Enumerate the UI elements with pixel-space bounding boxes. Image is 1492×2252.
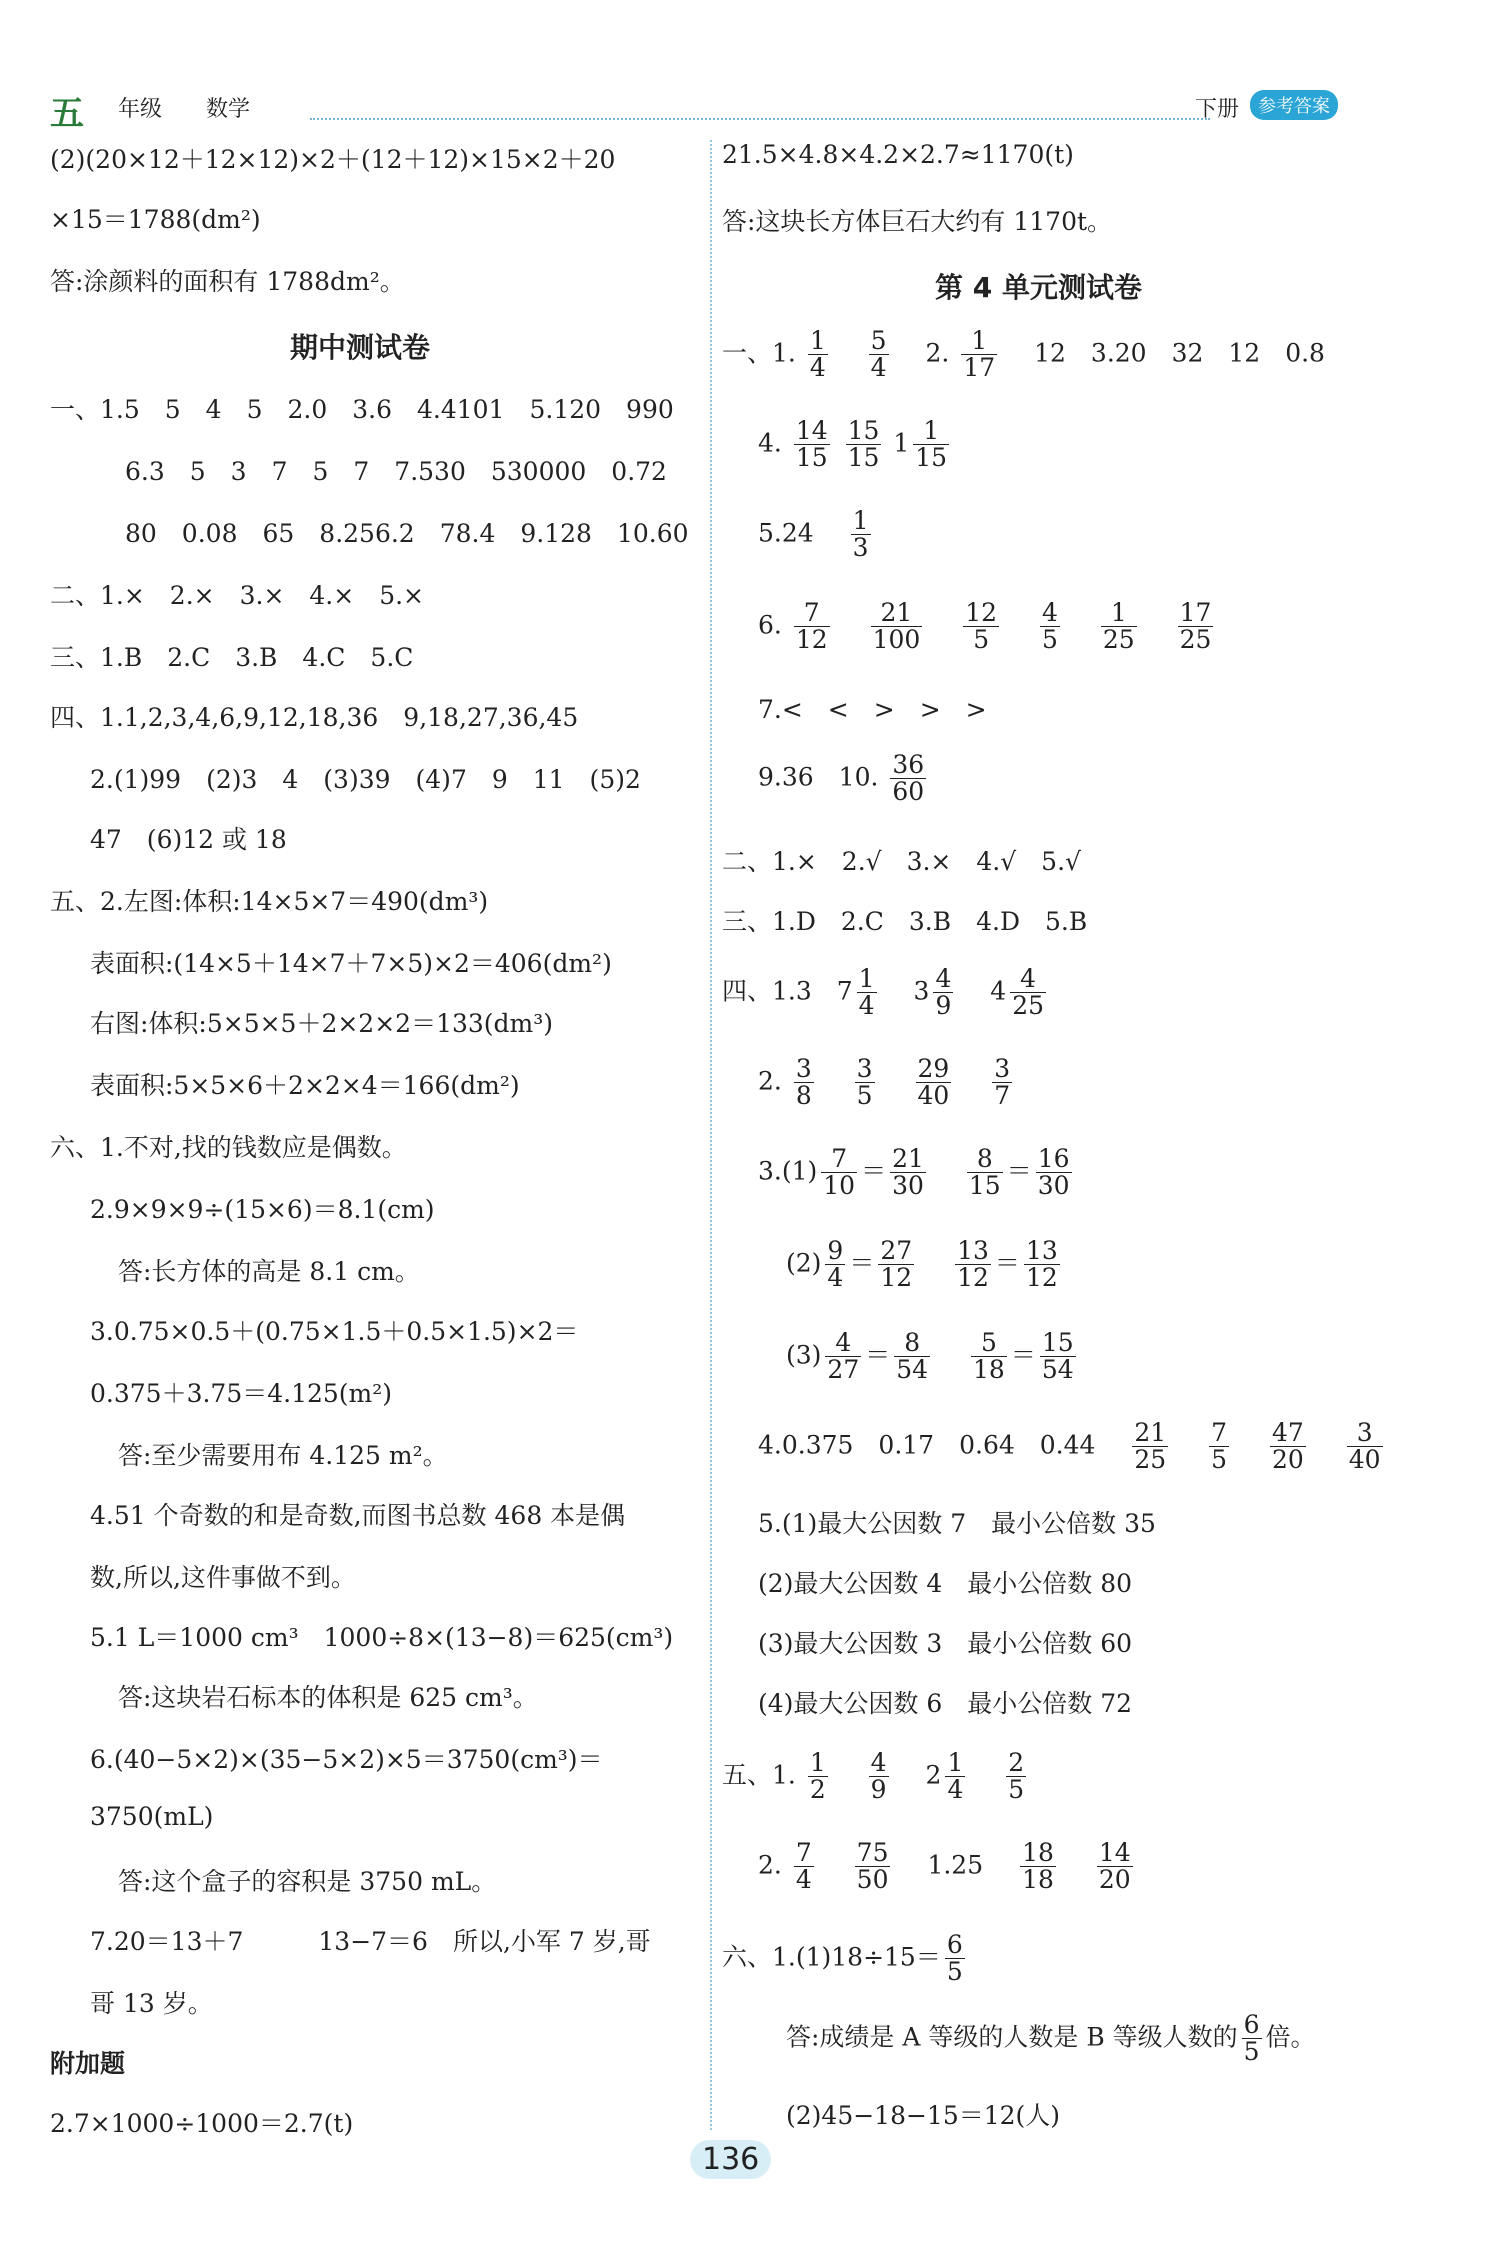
- fraction: $\frac{36}{60}$: [892, 750, 925, 807]
- text-line: 5.(1)最大公因数 7 最小公倍数 35: [758, 1509, 1156, 1538]
- fraction: $\frac{5}{18}$: [973, 1328, 1005, 1385]
- grade-subject: 年级 数学: [118, 97, 251, 122]
- text-line: 右图:体积:5×5×5＋2×2×2＝133(dm³): [90, 1009, 554, 1038]
- text-line: 21.5×4.8×4.2×2.7≈1170(t): [722, 140, 1074, 169]
- section-title: 期中测试卷: [290, 331, 431, 364]
- text-line: 表面积:5×5×6＋2×2×4＝166(dm²): [90, 1071, 520, 1100]
- fraction: $\frac{21}{25}$: [1134, 1418, 1167, 1475]
- volume-label: 下册: [1195, 97, 1240, 122]
- header-rule: [310, 118, 1210, 120]
- text-line: 三、1.D 2.C 3.B 4.D 5.B: [722, 907, 1088, 936]
- answer-row: (2) $\frac{9}{4}$ ＝ $\frac{27}{12}$ $\frac{13}{12}$ ＝ $\frac{13}{12}$: [786, 1236, 1058, 1293]
- page-number: 136: [690, 2140, 771, 2179]
- fraction: $\frac{12}{5}$: [965, 598, 998, 655]
- text-line: 7.20＝13＋7 13−7＝6 所以,小军 7 岁,哥: [90, 1927, 651, 1956]
- text-line: 7.< < > > >: [758, 695, 987, 724]
- fraction: $\frac{4}{9}$: [935, 964, 952, 1021]
- section-title: 第 4 单元测试卷: [935, 271, 1142, 304]
- text-line: 答:这块岩石标本的体积是 625 cm³。: [118, 1683, 538, 1712]
- fraction: $\frac{47}{20}$: [1272, 1418, 1304, 1475]
- fraction: $\frac{6}{5}$: [1243, 2010, 1260, 2067]
- fraction: $\frac{1}{4}$: [809, 326, 826, 383]
- page-header: [50, 86, 1350, 134]
- text-line: 答:这个盒子的容积是 3750 mL。: [118, 1867, 497, 1896]
- text-line: (2)45−18−15＝12(人): [786, 2101, 1061, 2130]
- fraction: $\frac{7}{12}$: [795, 598, 828, 655]
- answer-row: 2. $\frac{7}{4}$ $\frac{75}{50}$ 1.25 $\frac{18}{18}$ $\frac{14}{20}$: [758, 1838, 1131, 1895]
- fraction: $\frac{14}{20}$: [1098, 1838, 1131, 1895]
- fraction: $\frac{15}{15}$: [847, 416, 880, 473]
- answer-row: 6. $\frac{7}{12}$ $\frac{21}{100}$ $\frac{12}{5}$ $\frac{4}{5}$ $\frac{1}{25}$ $\frac{17}{25}$: [758, 598, 1212, 655]
- text-line: 2.7×1000÷1000＝2.7(t): [50, 2109, 354, 2138]
- text-line: 答:长方体的高是 8.1 cm。: [118, 1257, 420, 1286]
- fraction: $\frac{8}{15}$: [968, 1144, 1001, 1201]
- text-line: (2)(20×12＋12×12)×2＋(12＋12)×15×2＋20: [50, 145, 616, 174]
- answer-row: 六、1.(1)18÷15＝ $\frac{6}{5}$: [722, 1930, 963, 1987]
- answer-row: 2. $\frac{3}{8}$ $\frac{3}{5}$ $\frac{29}{40}$ $\frac{3}{7}$: [758, 1054, 1011, 1111]
- text-line: 数,所以,这件事做不到。: [90, 1563, 356, 1592]
- fraction: $\frac{4}{27}$: [827, 1328, 860, 1385]
- column-divider: [710, 140, 712, 2130]
- fraction: $\frac{3}{7}$: [994, 1054, 1011, 1111]
- fraction: $\frac{4}{25}$: [1012, 964, 1045, 1021]
- fraction: $\frac{4}{9}$: [870, 1748, 887, 1805]
- fraction: $\frac{1}{2}$: [809, 1748, 826, 1805]
- fraction: $\frac{27}{12}$: [880, 1236, 913, 1293]
- fraction: $\frac{13}{12}$: [957, 1236, 989, 1293]
- fraction: $\frac{7}{4}$: [795, 1838, 812, 1895]
- fraction: $\frac{3}{40}$: [1348, 1418, 1381, 1475]
- text-line: 2.9×9×9÷(15×6)＝8.1(cm): [90, 1195, 435, 1224]
- text-line: 六、1.不对,找的钱数应是偶数。: [50, 1133, 407, 1162]
- fraction: $\frac{6}{5}$: [946, 1930, 963, 1987]
- fraction: $\frac{9}{4}$: [827, 1236, 844, 1293]
- fraction: $\frac{13}{12}$: [1025, 1236, 1058, 1293]
- fraction: $\frac{7}{5}$: [1211, 1418, 1228, 1475]
- extra-title: 附加题: [50, 2049, 126, 2078]
- text-line: 3750(mL): [90, 1802, 214, 1831]
- text-line: (3)最大公因数 3 最小公倍数 60: [758, 1629, 1133, 1658]
- fraction: $\frac{3}{5}$: [856, 1054, 873, 1111]
- fraction: $\frac{1}{3}$: [852, 506, 869, 563]
- text-line: 一、1.5 5 4 5 2.0 3.6 4.4101 5.120 990: [50, 395, 674, 424]
- fraction: $\frac{7}{10}$: [823, 1144, 856, 1201]
- answer-row: 4. $\frac{14}{15}$ $\frac{15}{15}$ 1 $\frac{1}{15}$: [758, 416, 948, 473]
- text-line: ×15＝1788(dm²): [50, 205, 261, 234]
- fraction: $\frac{14}{15}$: [795, 416, 828, 473]
- text-line: 47 (6)12 或 18: [90, 825, 287, 854]
- text-line: 三、1.B 2.C 3.B 4.C 5.C: [50, 643, 414, 672]
- text-line: 2.(1)99 (2)3 4 (3)39 (4)7 9 11 (5)2: [90, 765, 641, 794]
- text-line: 答:这块长方体巨石大约有 1170t。: [722, 207, 1113, 236]
- fraction: $\frac{1}{4}$: [858, 964, 875, 1021]
- text-line: 0.375＋3.75＝4.125(m²): [90, 1379, 393, 1408]
- fraction: $\frac{4}{5}$: [1042, 598, 1058, 655]
- fraction: $\frac{21}{100}$: [872, 598, 921, 655]
- grade-badge: 五: [50, 94, 84, 134]
- text-line: 80 0.08 65 8.256.2 78.4 9.128 10.60: [125, 519, 689, 548]
- fraction: $\frac{18}{18}$: [1022, 1838, 1054, 1895]
- fraction: $\frac{75}{50}$: [856, 1838, 889, 1895]
- answer-row: 3.(1) $\frac{7}{10}$ ＝ $\frac{21}{30}$ $\frac{8}{15}$ ＝ $\frac{16}{30}$: [758, 1144, 1070, 1201]
- answers-badge: 参考答案: [1250, 90, 1338, 120]
- text-line: 4.51 个奇数的和是奇数,而图书总数 468 本是偶: [90, 1501, 626, 1530]
- answer-row: 5.24 $\frac{1}{3}$: [758, 506, 869, 563]
- fraction: $\frac{1}{25}$: [1102, 598, 1135, 655]
- fraction: $\frac{21}{30}$: [892, 1144, 924, 1201]
- fraction: $\frac{1}{17}$: [963, 326, 996, 383]
- text-line: 答:涂颜料的面积有 1788dm²。: [50, 267, 405, 296]
- fraction: $\frac{16}{30}$: [1037, 1144, 1070, 1201]
- text-line: 四、1.1,2,3,4,6,9,12,18,36 9,18,27,36,45: [50, 703, 579, 732]
- text-line: 表面积:(14×5＋14×7＋7×5)×2＝406(dm²): [90, 949, 612, 978]
- answer-row: (3) $\frac{4}{27}$ ＝ $\frac{8}{54}$ $\frac{5}{18}$ ＝ $\frac{15}{54}$: [786, 1328, 1074, 1385]
- fraction: $\frac{15}{54}$: [1041, 1328, 1074, 1385]
- text-line: 五、2.左图:体积:14×5×7＝490(dm³): [50, 887, 489, 916]
- answer-row: 9.36 10. $\frac{36}{60}$: [758, 750, 925, 807]
- text-line: 3.0.75×0.5＋(0.75×1.5＋0.5×1.5)×2＝: [90, 1317, 579, 1346]
- answer-row: 五、1. $\frac{1}{2}$ $\frac{4}{9}$ 2 $\frac{1}{4}$ $\frac{2}{5}$: [722, 1748, 1025, 1805]
- answer-row: 答:成绩是 A 等级的人数是 B 等级人数的 $\frac{6}{5}$ 倍。: [786, 2010, 1316, 2067]
- text-line: (2)最大公因数 4 最小公倍数 80: [758, 1569, 1133, 1598]
- text-line: 哥 13 岁。: [90, 1989, 213, 2018]
- text-line: 二、1.× 2.√ 3.× 4.√ 5.√: [722, 847, 1081, 876]
- text-line: 6.3 5 3 7 5 7 7.530 530000 0.72: [125, 457, 667, 486]
- fraction: $\frac{3}{8}$: [795, 1054, 812, 1111]
- answer-row: 四、1.3 7 $\frac{1}{4}$ 3 $\frac{4}{9}$ 4 $\frac{4}{25}$: [722, 964, 1045, 1021]
- text-line: 答:至少需要用布 4.125 m²。: [118, 1441, 448, 1470]
- text-line: 5.1 L＝1000 cm³ 1000÷8×(13−8)＝625(cm³): [90, 1623, 674, 1652]
- answer-row: 一、1. $\frac{1}{4}$ $\frac{5}{4}$ 2. $\frac{1}{17}$ 12 3.20 32 12 0.8: [722, 326, 1325, 383]
- text-line: 6.(40−5×2)×(35−5×2)×5＝3750(cm³)＝: [90, 1745, 603, 1774]
- answer-row: 4.0.375 0.17 0.64 0.44 $\frac{21}{25}$ $\frac{7}{5}$ $\frac{47}{20}$ $\frac{3}{40}$: [758, 1418, 1381, 1475]
- fraction: $\frac{8}{54}$: [896, 1328, 929, 1385]
- fraction: $\frac{17}{25}$: [1179, 598, 1212, 655]
- fraction: $\frac{1}{15}$: [915, 416, 948, 473]
- fraction: $\frac{29}{40}$: [917, 1054, 950, 1111]
- text-line: (4)最大公因数 6 最小公倍数 72: [758, 1689, 1133, 1718]
- fraction: $\frac{1}{4}$: [947, 1748, 964, 1805]
- fraction: $\frac{5}{4}$: [870, 326, 887, 383]
- text-line: 二、1.× 2.× 3.× 4.× 5.×: [50, 581, 424, 610]
- fraction: $\frac{2}{5}$: [1008, 1748, 1025, 1805]
